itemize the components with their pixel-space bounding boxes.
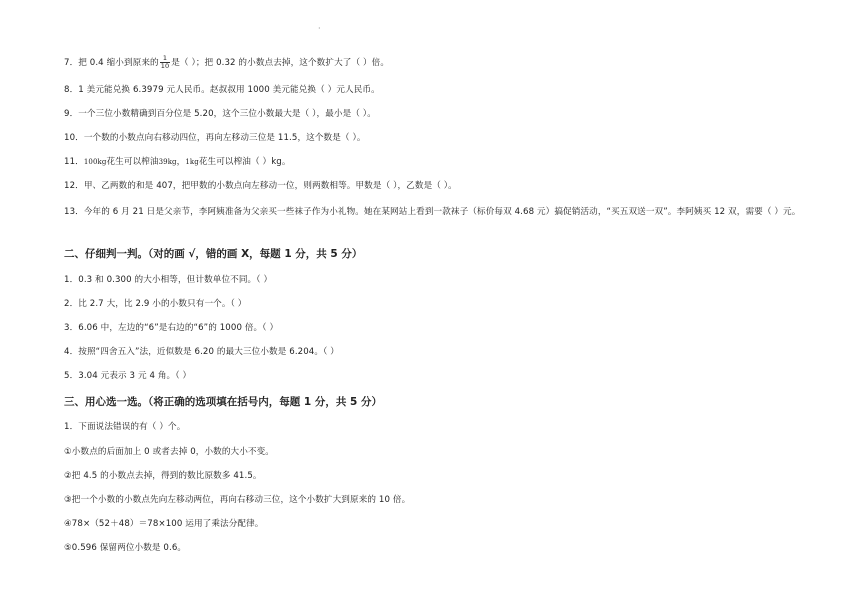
question-10: 10．一个数的小数点向右移动四位，再向左移动三位是 11.5，这个数是（ ）。: [64, 133, 366, 143]
section-2-heading: 二、仔细判一判。（对的画 √，错的画 X，每题 1 分，共 5 分）: [64, 248, 363, 260]
judge-item-5: 5．3.04 元表示 3 元 4 角。（ ）: [64, 371, 192, 381]
choice-statement-5: ⑤0.596 保留两位小数是 0.6。: [64, 543, 187, 553]
question-11-amount-c: 1kg: [185, 158, 199, 166]
judge-item-1: 1．0.3 和 0.300 的大小相等，但计数单位不同。（ ）: [64, 275, 273, 285]
question-11-amount-a: 100kg: [83, 158, 107, 166]
fraction-one-tenth: [160, 55, 170, 70]
question-8: 8．1 美元能兑换 6.3979 元人民币。赵叔叔用 1000 美元能兑换（ ）元人民币。: [64, 85, 380, 95]
question-11: [64, 156, 840, 168]
question-7: [64, 55, 840, 70]
choice-question-1: 1．下面说法错误的有（ ）个。: [64, 422, 186, 432]
question-13: 13．今年的 6 月 21 日是父亲节，李阿姨准备为父亲买一些袜子作为小礼物。她在某网站上看到一款袜子（标价每双 4.68 元）搞促销活动，“买五双送一双”。李阿姨买 12 双，需要（ ）元。: [64, 207, 801, 217]
question-12: 12．甲、乙两数的和是 407，把甲数的小数点向左移动一位，则两数相等。甲数是（ ），乙数是（ ）。: [64, 181, 457, 191]
fraction-denominator: 10: [160, 62, 170, 70]
question-11-text-b: 花生可以榨油（ ）kg。: [198, 157, 291, 167]
question-9: 9．一个三位小数精确到百分位是 5.20，这个三位小数最大是（ ），最小是（ ）。: [64, 109, 376, 119]
judge-item-4: 4．按照“四舍五入”法，近似数是 6.20 的最大三位小数是 6.204。（ ）: [64, 347, 339, 357]
judge-item-3: 3．6.06 中，左边的“6”是右边的“6”的 1000 倍。（ ）: [64, 323, 279, 333]
choice-statement-2: ②把 4.5 的小数点去掉，得到的数比原数多 41.5。: [64, 471, 262, 481]
question-7-text-a: 7．把 0.4 缩小到原来的: [64, 58, 159, 68]
choice-statement-3: ③把一个小数的小数点先向左移动两位，再向右移动三位，这个小数扩大到原来的 10 倍。: [64, 495, 411, 505]
question-11-text-a: 花生可以榨油: [106, 157, 159, 167]
page-dot: ·: [318, 24, 321, 33]
choice-statement-1: ①小数点的后面加上 0 或者去掉 0，小数的大小不变。: [64, 447, 275, 457]
section-3-heading: 三、用心选一选。（将正确的选项填在括号内，每题 1 分，共 5 分）: [64, 396, 382, 408]
choice-statement-4: ④78×（52＋48）＝78×100 运用了乘法分配律。: [64, 519, 264, 529]
judge-item-2: 2．比 2.7 大，比 2.9 小的小数只有一个。（ ）: [64, 299, 247, 309]
question-11-comma: ，: [176, 157, 186, 167]
fraction-numerator: 1: [160, 55, 170, 63]
question-7-text-b: 是（ ）；把 0.32 的小数点去掉，这个数扩大了（ ）倍。: [171, 58, 390, 68]
question-11-number: 11．: [64, 157, 84, 167]
question-11-amount-b: 39kg: [158, 158, 177, 166]
